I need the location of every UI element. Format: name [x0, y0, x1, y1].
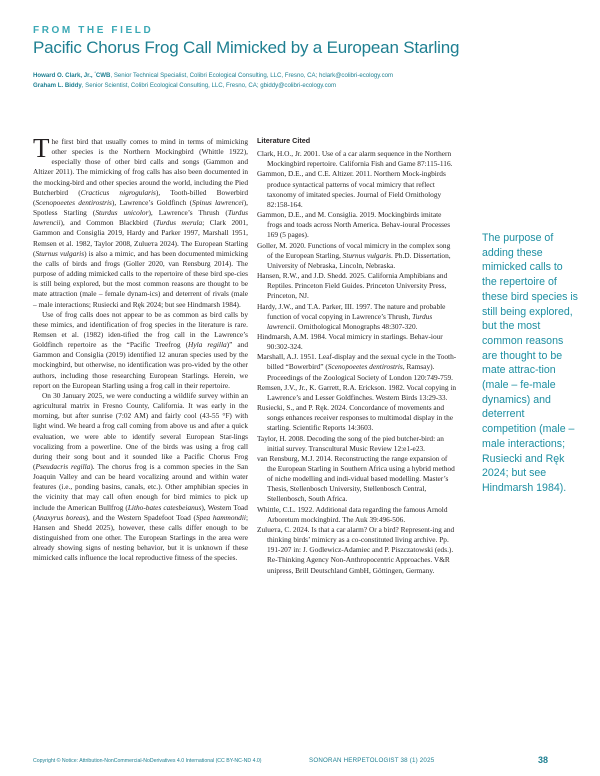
italic-term: Spinus lawrencei — [192, 197, 244, 207]
italic-term: Sturdus unicolor — [95, 208, 149, 218]
reference-item: Goller, M. 2020. Functions of vocal mimicry in the complex song of the European Starling, Sturnus vulgaris. Ph.D. Dissertation, University of Nebraska, Lincoln, Nebraska. — [257, 240, 451, 270]
author-name: Graham L. Biddy — [33, 82, 82, 89]
rich-text: he first bird that usually comes to mind in terms of mimicking other species is the Northern Mockingbird (Whittle 1922), especially those of other bird calls and songs (Gammon and Altizer 2011). The mimicking of frog calls has also been documented in the mocking-bird and other species around the world, including the Pied Butcherbird (Cracticus nigrogularis), Tooth-billed Bowerbird (Scenopoeetes dentirostris), Lawrence’s Goldfinch (Spinus lawrencei), Spotless Starling (Sturdus unicolor), Lawrence’s Thrush (Turdus lawrencii), and Common Blackbird (Turdus merula; Clark 2001, Gammon and Consiglia 2019, Hardy and Parker 1997, Marshall 1951, Remsen et al. 1982, Taylor 2008, Zuluета 2024). The European Starling (Sturnus vulgaris) is also a mimic, and has been documented mimicking the calls of birds and frogs (Goller 2020, van Rensburg 2014). The purpose of adding mimicked calls to the repertoire of these bird spe-cies is still being explored, but the most common reasons are thought to be mate attraction (male – female dynam-ics) and deterrent of rivals (male – male interactions; Rusiecki and Ręk 2024; but see Hindmarsh 1984). — [33, 137, 249, 309]
page-number: 38 — [538, 755, 549, 765]
body-paragraph-3 — [33, 391, 248, 564]
reference-item: van Rensburg, M.J. 2014. Reconstructing the range expansion of the European Starling in Southern Africa using a hybrid method of niche modelling and indi-vidual based modelling. Master’s Thesis, Stellenbosch University, Stellenbosch Central, Stellenbosch, South Africa. — [257, 453, 455, 504]
italic-term: Anaxyrus boreas — [35, 512, 86, 522]
reference-item: Marshall, A.J. 1951. Leaf-display and the sexual cycle in the Tooth-billed “Bowerbird” (Scenopoeetes dentirostris, Ramsay). Proceedings of the Zoological Society of London 120:749-759. — [257, 352, 457, 382]
drop-cap: T — [33, 133, 50, 163]
pull-quote: The purpose of adding these mimicked calls to the repertoire of these bird species is still being explored, but the most common reasons are thought to be mate attrac-tion (male – fe-male dynamics) and deterrent competition (male – male interactions; Rusiecki and Ręk 2024; but see Hindmarsh 1984). — [482, 232, 578, 494]
reference-item: Gammon, D.E., and C.E. Altizer. 2011. Northern Mock-ingbirds produce syntactical patterns of vocal mimicry that reflect taxonomy of imitated species. Journal of Field Ornithology 82:158-164. — [257, 169, 446, 209]
italic-term: Pseudacris regilla — [35, 462, 91, 471]
italic-term: Spea hammondii — [195, 512, 246, 522]
reference-item: Rusiecki, S., and P. Ręk. 2024. Concordance of movements and songs enhances receiver responses to multimodal display in the starling. Scientific Reports 14:3603. — [257, 403, 453, 433]
italic-term: Turdus lawrencii — [33, 208, 248, 228]
author-affiliation: , Senior Scientist, Colibri Ecological Consulting, LLC, Fresno, CA; gbiddy@colibri-ecology.com — [81, 82, 337, 89]
article-body — [33, 133, 249, 564]
author-name: Howard O. Clark, Jr., — [33, 72, 95, 80]
reference-item: Gammon, D.E., and M. Consiglia. 2019. Mockingbirds imitate frogs and toads across North America. Behav-ioural Processes 169 (5 pages). — [257, 210, 451, 240]
italic-term: Hyla regilla — [188, 340, 227, 350]
author-line-1: Howard O. Clark, Jr., *CWB, Senior Technical Specialist, Colibri Ecological Consulting, LLC, Fresno, CA; hclark@colibri-ecology.com — [33, 70, 394, 80]
article-title: Pacific Chorus Frog Call Mimicked by a European Starling — [33, 38, 460, 57]
reference-item: Zuluета, C. 2024. Is that a car alarm? Or a bird? Represent-ing and thinking birds’ mimicry as a co-constituted living archive. Pp. 191-207 in: J. Godlewicz-Adamiec and P. Piszczatowski (eds.). Re-Thinking Agency Non-Anthropocentric Approaches. V&R unipress, Brill Deutschland GmbH, Göttingen, Germany. — [257, 524, 455, 575]
literature-cited — [257, 136, 457, 576]
italic-term: Scenopoeetes dentirostris — [327, 362, 403, 372]
reference-item: Clark, H.O., Jr. 2001. Use of a car alarm sequence in the Northern Mockingbird repertoire. California Fish and Game 87:115-116. — [257, 149, 453, 169]
reference-item: Hindmarsh, A.M. 1984. Vocal mimicry in starlings. Behav-iour 90:302-324. — [257, 331, 443, 352]
italic-term: Scenopoeetes dentirostris — [35, 197, 112, 207]
reference-item: Whittle, C.L. 1922. Additional data regarding the famous Arnold Arboretum mockingbird. The Auk 39:496-506. — [257, 504, 448, 524]
author-affiliation: , Senior Technical Specialist, Colibri Ecological Consulting, LLC, Fresno, CA; hclark@colibri-ecology.com — [110, 72, 394, 80]
italic-term: Litho-bates catesbeianus — [127, 502, 202, 512]
italic-term: Turdus merula — [155, 218, 203, 228]
rich-text: Use of frog calls does not appear to be as common as bird calls by these mimics, and identification of frog species in the literature is rare. Remsen et al. (1982) iden-tified the frog call in the Lawrence’s Goldfinch repertoire as the “Pacific Treefrog (Hyla regilla)” and Gammon and Consiglia (2019) identified 12 anuran species used by the mockingbird, but otherwise, no identification was pro-vided by the other authors, including those researching European Starlings. Herein, we report on the European Starling using a frog call in their repertoire. — [33, 309, 249, 390]
journal-name: SONORAN HERPETOLOGIST 38 (1) 2025 — [309, 757, 435, 764]
rich-text: On 30 January 2025, we were conducting a wildlife survey within an agricultural matrix in Fresno County, California. It was early in the morning, but after sunrise (7:02 AM) and fairly cool (43-55 °F) with light wind. We heard a frog call coming from above us and after a quick evaluation, we were able to identify several European Star-lings vocalizing from a powerline. One of the birds was using a frog call during their song bout and it sounded like a Pacific Chorus Frog (Pseudacris regilla). The chorus frog is a common species in the San Joaquin Valley and can be heard vocalizing around and within water features (i.e., ponding basins, canals, etc.). Other amphibian species in the vicinity that may call often enough for bird mimics to pick up include the American Bullfrog (Litho-bates catesbeianus), Western Toad (Anaxyrus boreas), and the Western Spadefoot Toad (Spea hammondii; Hansen and Shedd 2025), however, these calls differ enough to be distinguished from one other. The European Starlings in the area were already showing signs of nesting behavior, but it is unknown if these mimicked calls influence the local reproductive fitness of the species. — [33, 390, 248, 563]
section-kicker: FROM THE FIELD — [33, 25, 154, 36]
italic-term: Turdus lawrencii — [267, 311, 433, 331]
reference-list — [257, 149, 457, 576]
italic-term: Sturnus vulgaris — [35, 248, 85, 258]
page-footer — [0, 755, 600, 773]
reference-item: Hansen, R.W., and J.D. Shedd. 2025. California Amphibians and Reptiles. Princeton Field Guides. Princeton University Press, Princeton, NJ. — [257, 271, 448, 301]
reference-item: Hardy, J.W., and T.A. Parker, III. 1997. The nature and probable function of vocal copying in Lawrence’s Thrush, Turdus lawrencii. Ornithological Monographs 48:307-320. — [257, 301, 446, 331]
italic-term: Cracticus nigrogularis — [80, 187, 156, 197]
author-credential: CWB — [95, 72, 111, 80]
italic-term: Sturnus vulgaris — [342, 250, 392, 260]
body-paragraph-1 — [33, 133, 249, 310]
reference-item: Taylor, H. 2008. Decoding the song of the pied butcher-bird: an initial survey. Transcultural Music Review 12:e1-e23. — [257, 433, 444, 453]
references-heading: Literature Cited — [257, 136, 311, 145]
author-line-2 — [33, 82, 336, 89]
reference-item: Remsen, J.V., Jr., K. Garrett, R.A. Erickson. 1982. Vocal copying in Lawrence’s and Lesser Goldfinches. Western Birds 13:29-33. — [257, 382, 457, 402]
body-paragraph-2 — [33, 310, 248, 391]
license-notice: Copyright © Notice: Attribution-NonCommercial-NoDerivatives 4.0 International (CC BY-NC-ND 4.0) — [33, 758, 262, 764]
